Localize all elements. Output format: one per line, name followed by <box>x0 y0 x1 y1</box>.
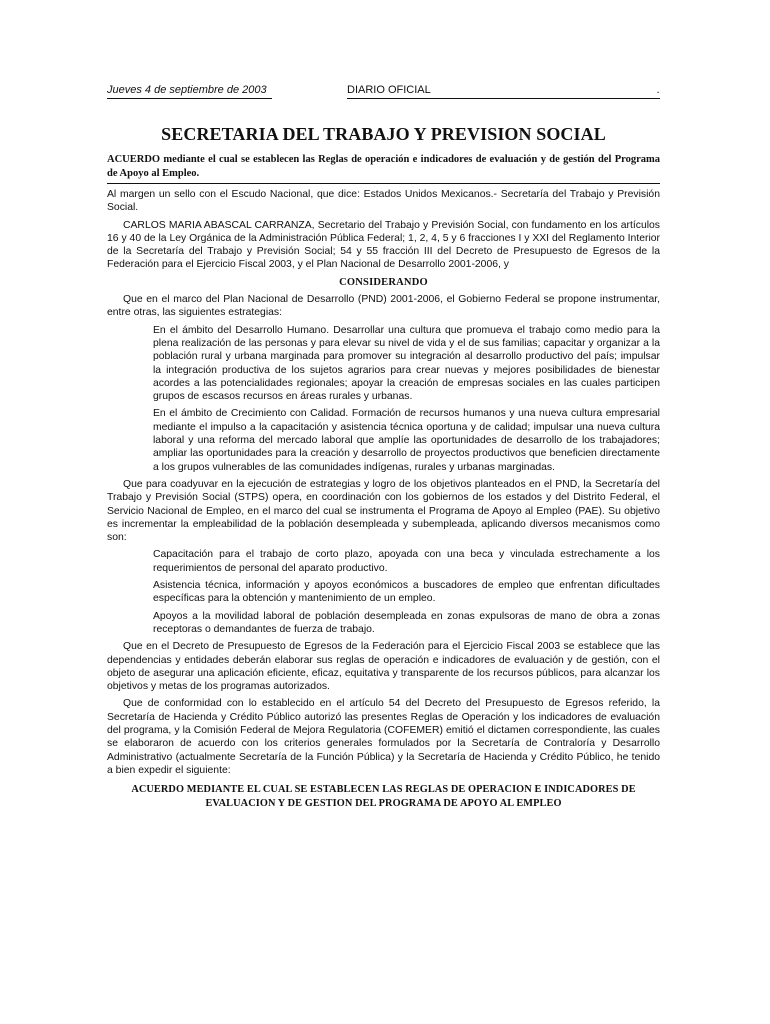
mechanism-asistencia: Asistencia técnica, información y apoyos económicos a buscadores de empleo que enfrentan dificultades específicas para la obtención y mantenimiento de un empleo. <box>153 580 660 605</box>
document-body <box>107 188 660 810</box>
paragraph-intro: CARLOS MARIA ABASCAL CARRANZA, Secretario del Trabajo y Previsión Social, con fundamento en los artículos 16 y 40 de la Ley Orgánica de la Administración Pública Federal; 1, 2, 4, 5 y 6 fracciones I y XXI del Reglamento Interior de la Secretaría del Trabajo y Previsión Social; 54 y 55 fracción III del Decreto de Presupuesto de Egresos de la Federación para el Ejercicio Fiscal 2003, y el Plan Nacional de Desarrollo 2001-2006, y <box>107 219 660 271</box>
document-summary: ACUERDO mediante el cual se establecen las Reglas de operación e indicadores de evaluación y de gestión del Programa de Apoyo al Empleo. <box>107 153 660 184</box>
header-trailing: . <box>656 84 660 96</box>
paragraph-pnd: Que en el marco del Plan Nacional de Desarrollo (PND) 2001-2006, el Gobierno Federal se propone instrumentar, entre otras, las siguientes estrategias: <box>107 294 660 319</box>
mechanism-movilidad: Apoyos a la movilidad laboral de población desempleada en zonas expulsoras de mano de obra a zonas receptoras o demandantes de fuerza de trabajo. <box>153 610 660 635</box>
paragraph-decreto: Que en el Decreto de Presupuesto de Egresos de la Federación para el Ejercicio Fiscal 2003 se establece que las dependencias y entidades deberán elaborar sus reglas de operación e indicadores de evaluación y de gestión, con el objeto de asegurar una aplicación eficiente, eficaz, equitativa y transparente de los recursos públicos, para alcanzar los objetivos y metas de los programas autorizados. <box>107 641 660 693</box>
paragraph-stps: Que para coadyuvar en la ejecución de estrategias y logro de los objetivos planteados en el PND, la Secretaría del Trabajo y Previsión Social (STPS) opera, en coordinación con los gobiernos de los estados y del Distrito Federal, el Servicio Nacional de Empleo, en el marco del cual se instrumenta el Programa de Apoyo al Empleo (PAE). Su objetivo es incrementar la empleabilidad de la población desempleada y subempleada, aplicando diversos mecanismos como son: <box>107 478 660 544</box>
header-date: Jueves 4 de septiembre de 2003 <box>107 82 272 99</box>
strategy-crecimiento-calidad: En el ámbito de Crecimiento con Calidad. Formación de recursos humanos y una nueva cultura empresarial mediante el impulso a la capacitación y asistencia técnica oportuna y de calidad; impulsar una nueva cultura laboral y una reforma del mercado laboral que amplíe las oportunidades de desarrollo de los trabajadores; ampliar las oportunidades para la creación y desarrollo de proyectos productivos que beneficien directamente a los grupos vulnerables de las comunidades indígenas, rurales y urbanas marginadas. <box>153 408 660 473</box>
mechanism-capacitacion: Capacitación para el trabajo de corto plazo, apoyada con una beca y vinculada estrechamente a los requerimientos de personal del aparato productivo. <box>153 549 660 574</box>
page-header <box>107 82 660 98</box>
strategy-desarrollo-humano: En el ámbito del Desarrollo Humano. Desarrollar una cultura que promueva el trabajo como medio para la plena realización de las personas y para elevar su nivel de vida y el de sus familias; capacitar y organizar a la población rural y urbana marginada para promover su integración al desarrollo productivo del país; impulsar la integración productiva de los sujetos agrarios para crear nuevas y mejores posibilidades de bienestar acordes a las potencialidades regionales; apoyar la creación de empresas sociales en las cuales participen grupos de escasos recursos en áreas rurales y urbanas. <box>153 324 660 403</box>
paragraph-conformidad: Que de conformidad con lo establecido en el artículo 54 del Decreto del Presupuesto de Egresos referido, la Secretaría de Hacienda y Crédito Público autorizó las presentes Reglas de Operación y los indicadores de evaluación del programa, y la Comisión Federal de Mejora Regulatoria (COFEMER) emitió el dictamen correspondiente, las cuales se elaboraron de acuerdo con los criterios generales formulados por la Secretaría de Contraloría y Desarrollo Administrativo (actualmente Secretaría de la Función Pública) y la Secretaría de Hacienda y Crédito Público, he tenido a bien expedir el siguiente: <box>107 698 660 776</box>
paragraph-margin: Al margen un sello con el Escudo Nacional, que dice: Estados Unidos Mexicanos.- Secretaría del Trabajo y Previsión Social. <box>107 189 660 214</box>
considerando-heading: CONSIDERANDO <box>339 276 428 288</box>
document-page <box>107 82 660 810</box>
final-heading: ACUERDO MEDIANTE EL CUAL SE ESTABLECEN LAS REGLAS DE OPERACION E INDICADORES DE EVALUACION Y DE GESTION DEL PROGRAMA DE APOYO AL EMPLEO <box>131 784 636 809</box>
page-title: SECRETARIA DEL TRABAJO Y PREVISION SOCIAL <box>161 124 606 144</box>
header-publication: DIARIO OFICIAL <box>347 82 660 99</box>
